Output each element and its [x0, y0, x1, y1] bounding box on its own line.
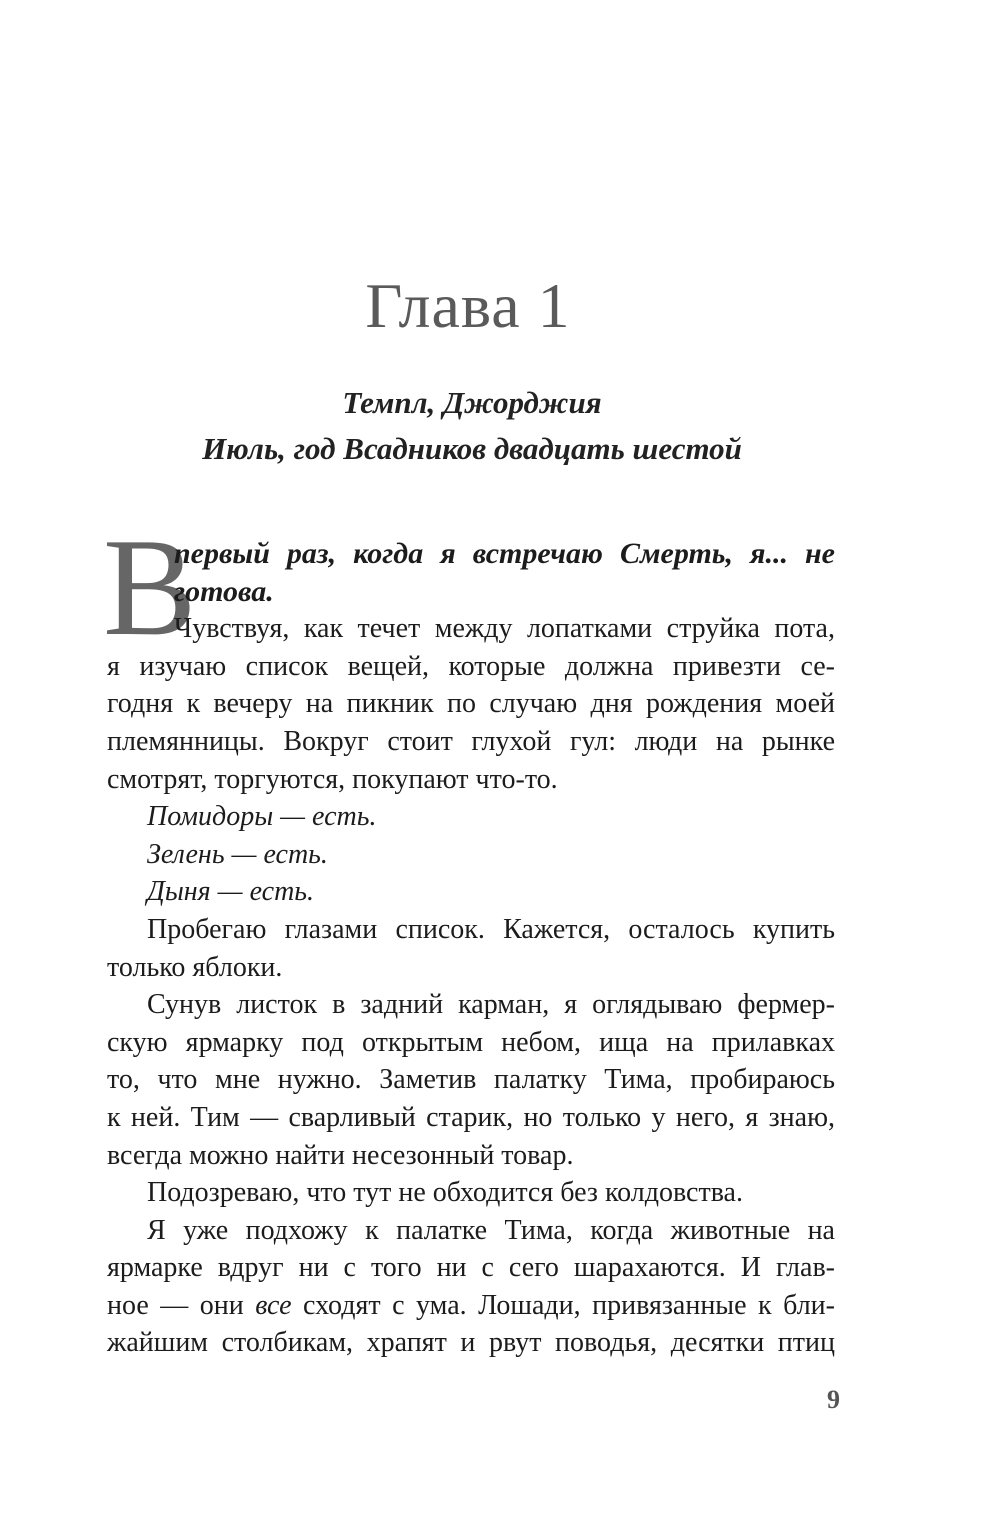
- text-line: ярмарке вдруг ни с того ни с сего шарахаются. И глав-: [107, 1252, 835, 1284]
- text-line: племянницы. Вокруг стоит глухой гул: люди на рынке: [107, 725, 835, 757]
- text-line: [107, 1287, 835, 1325]
- text-line: Сунув листок в задний карман, я оглядываю фермер-: [147, 989, 835, 1021]
- text-line: жайшим столбикам, храпят и рвут поводья, десятки птиц: [107, 1327, 835, 1359]
- lead-line: первый раз, когда я встречаю Смерть, я... не: [174, 537, 835, 570]
- body-text: [107, 535, 835, 1362]
- chapter-title: Глава 1: [365, 270, 571, 341]
- text-line: Я уже подхожу к палатке Тима, когда животные на: [147, 1214, 835, 1246]
- chapter-subtitle: [0, 380, 944, 472]
- text-line: Пробегаю глазами список. Кажется, осталось купить: [147, 913, 835, 945]
- text-line: то, что мне нужно. Заметив палатку Тима, пробираюсь: [107, 1064, 835, 1096]
- text-fragment: сходят с ума. Лошади, привязанные к бли-: [291, 1289, 835, 1321]
- text-line: смотрят, торгуются, покупают что-то.: [107, 763, 558, 795]
- text-line: Подозреваю, что тут не обходится без колдовства.: [147, 1177, 743, 1209]
- text-line: годня к вечеру на пикник по случаю дня рождения моей: [107, 688, 835, 720]
- lead-line: готова.: [174, 574, 274, 608]
- location-line: Темпл, Джорджия: [342, 385, 602, 420]
- list-item: Дыня — есть.: [147, 876, 315, 908]
- page-number: 9: [827, 1385, 840, 1414]
- text-line: Чувствуя, как течет между лопатками струйка пота,: [174, 613, 835, 645]
- emphasis: все: [255, 1289, 292, 1321]
- text-line: только яблоки.: [107, 951, 283, 983]
- text-line: скую ярмарку под открытым небом, ища на прилавках: [107, 1026, 835, 1058]
- drop-cap: В: [103, 510, 197, 665]
- date-line: Июль, год Всадников двадцать шестой: [202, 431, 742, 466]
- text-line: к ней. Тим — сварливый старик, но только у него, я знаю,: [107, 1101, 835, 1133]
- list-item: Помидоры — есть.: [147, 801, 377, 833]
- text-fragment: ное — они: [107, 1289, 256, 1321]
- list-item: Зелень — есть.: [147, 838, 328, 870]
- text-line: я изучаю список вещей, которые должна привезти се-: [107, 650, 835, 682]
- text-line: всегда можно найти несезонный товар.: [107, 1139, 574, 1171]
